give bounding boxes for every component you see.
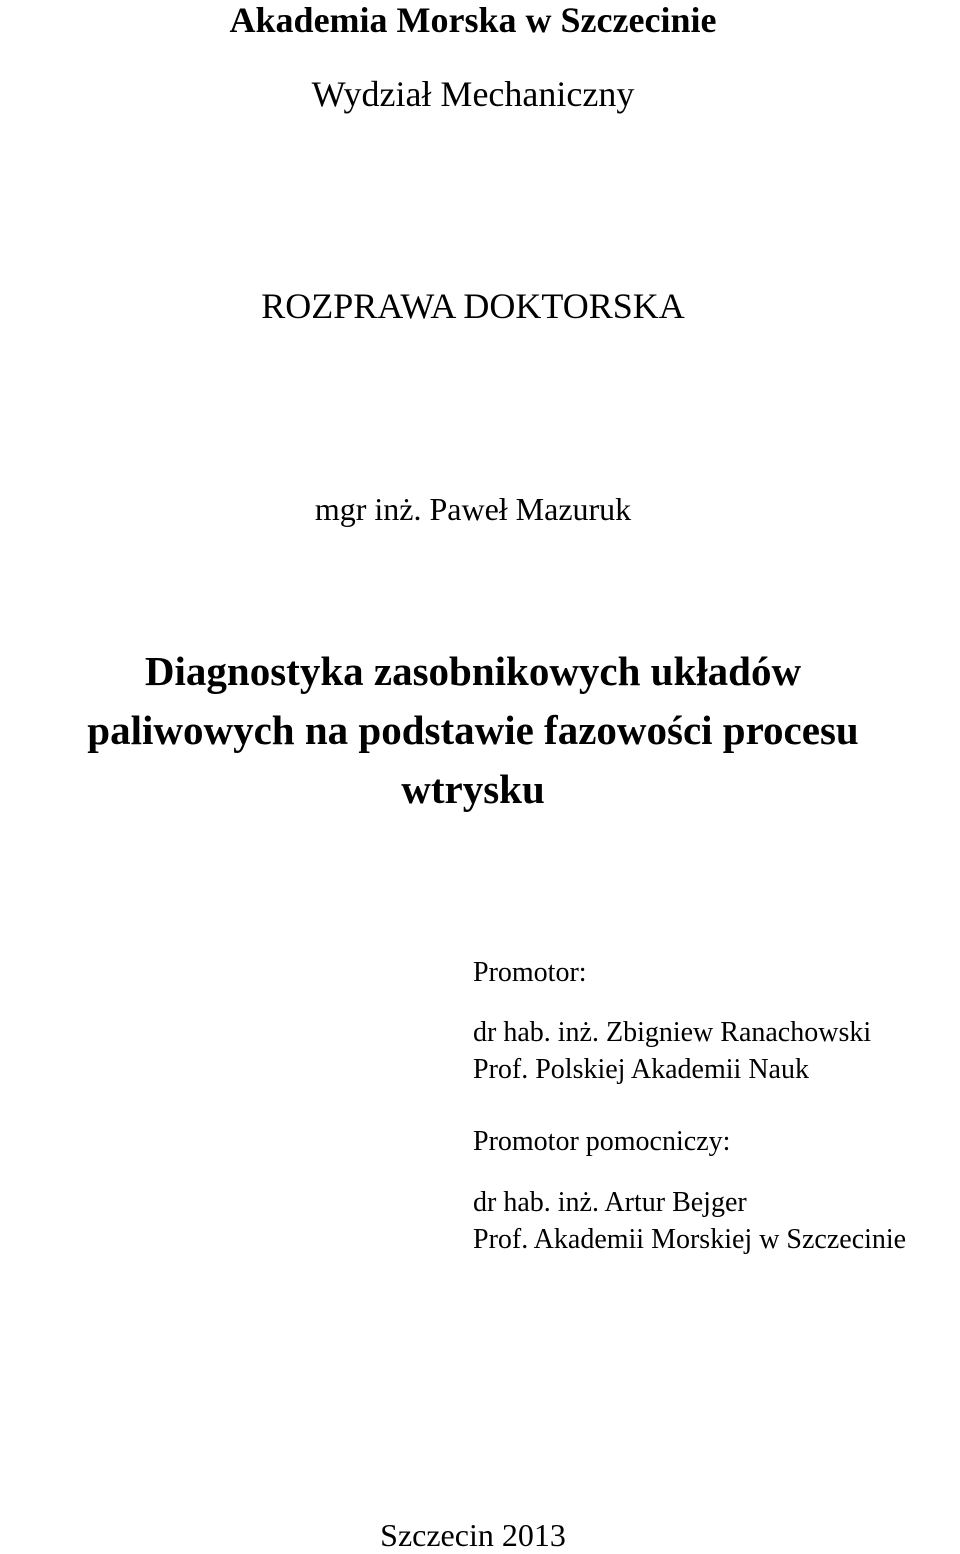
- university-name: Akademia Morska w Szczecinie: [229, 0, 717, 40]
- assistant-promotor-label: Promotor pomocniczy:: [473, 1126, 731, 1157]
- assistant-promotor-name: dr hab. inż. Artur Bejger: [473, 1187, 747, 1218]
- thesis-title-line-2: paliwowych na podstawie fazowości procesu: [87, 707, 859, 753]
- assistant-promotor-affiliation: Prof. Akademii Morskiej w Szczecinie: [473, 1224, 907, 1255]
- place-and-year: Szczecin 2013: [380, 1517, 566, 1553]
- promotor-label: Promotor:: [473, 957, 587, 988]
- thesis-title-line-3: wtrysku: [401, 766, 545, 812]
- document-type: ROZPRAWA DOKTORSKA: [261, 286, 685, 326]
- faculty-name: Wydział Mechaniczny: [311, 74, 635, 114]
- promotor-affiliation: Prof. Polskiej Akademii Nauk: [473, 1054, 809, 1085]
- thesis-title-line-1: Diagnostyka zasobnikowych układów: [144, 648, 802, 694]
- promotor-name: dr hab. inż. Zbigniew Ranachowski: [473, 1017, 872, 1048]
- author-name: mgr inż. Paweł Mazuruk: [314, 491, 632, 527]
